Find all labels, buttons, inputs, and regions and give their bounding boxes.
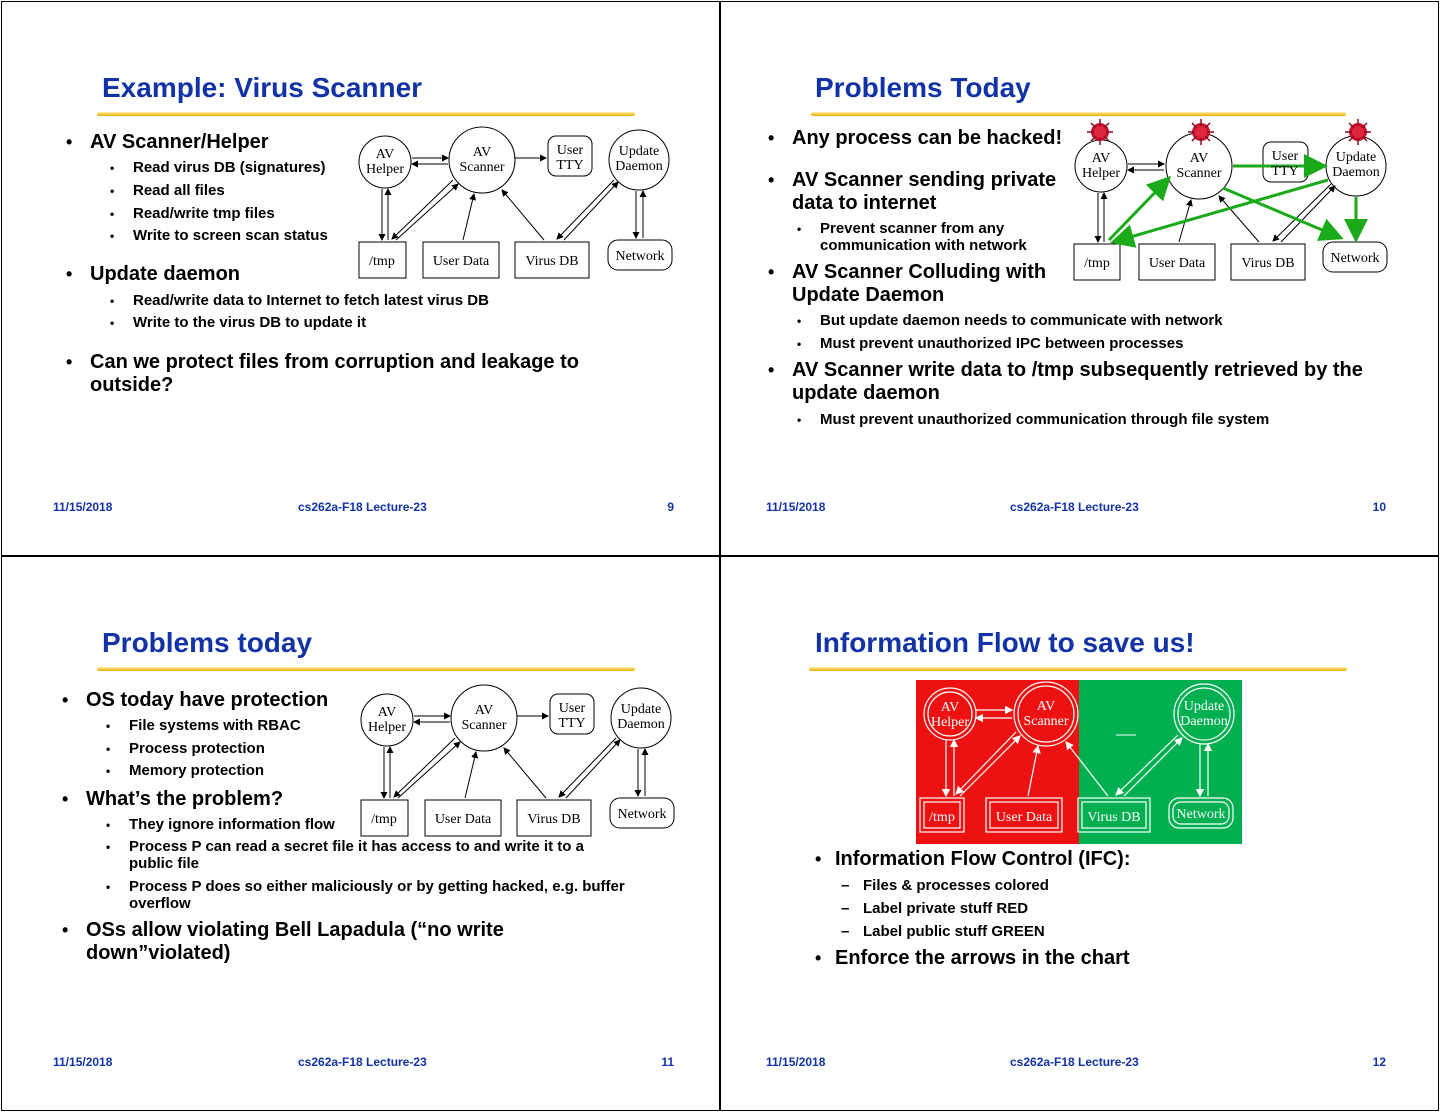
sub-bullet: Write to screen scan status <box>133 227 328 244</box>
sub-bullet: They ignore information flow <box>129 816 335 833</box>
process-diagram <box>354 680 684 840</box>
node-user-tty-line2: TTY <box>558 716 586 731</box>
node-av-scanner-line2: Scanner <box>459 160 505 175</box>
bullet-bell-lapadula: OSs allow violating Bell Lapadula (“no write down”violated) <box>86 919 504 964</box>
footer-page-number: 9 <box>667 500 674 514</box>
sub-bullet: Process P can read a secret file it has access to and write it to a public file <box>129 838 584 872</box>
footer-course: cs262a-F18 Lecture-23 <box>1010 1055 1139 1069</box>
slide-9: Example: Virus Scanner • AV Scanner/Helper • Read virus DB (signatures) • Read all files • Read/write tmp files • Write to screen scan status • Update daemon • Read/write data to Internet to fetch latest virus DB • Write to the virus DB to update it • Can we protect files from corruption and leakage to outside? AV Helper AV Scanner User TTY Update Daemon /tmp User Data Virus DB Network 11/15/2018 cs262a-F18 Lecture-23 9 <box>1 1 720 556</box>
sub-bullet: Write to the virus DB to update it <box>133 314 367 331</box>
footer-page-number: 11 <box>661 1055 674 1069</box>
node-network: Network <box>615 249 665 264</box>
sub-bullet: Process P does so either maliciously or by getting hacked, e.g. buffer overflow <box>129 878 625 912</box>
node-network: Network <box>1176 807 1226 822</box>
process-diagram-attacked <box>1073 116 1403 286</box>
sub-bullet: Files & processes colored <box>863 877 1049 894</box>
node-av-scanner-line2: Scanner <box>461 718 507 733</box>
node-update-daemon-line1: Update <box>618 144 660 159</box>
title-underline <box>97 667 635 671</box>
node-tmp: /tmp <box>369 254 395 269</box>
footer-course: cs262a-F18 Lecture-23 <box>1010 500 1139 514</box>
bullet-av-scanner-helper: AV Scanner/Helper <box>90 131 269 153</box>
bullet-os-protection: OS today have protection <box>86 689 329 711</box>
sub-bullet: File systems with RBAC <box>129 717 301 734</box>
sub-bullet: But update daemon needs to communicate with network <box>820 312 1223 329</box>
node-user-tty-line1: User <box>556 143 584 158</box>
bullet-update-daemon: Update daemon <box>90 263 241 285</box>
footer-page-number: 10 <box>1372 500 1386 514</box>
node-user-tty-line1: User <box>1271 149 1299 164</box>
node-av-helper-line2: Helper <box>365 162 405 177</box>
title-underline <box>97 112 635 116</box>
bullet-ifc: Information Flow Control (IFC): <box>835 848 1131 870</box>
sub-bullet: Must prevent unauthorized communication through file system <box>820 411 1270 428</box>
node-user-data: User Data <box>1148 256 1206 271</box>
node-av-scanner-line1: AV <box>1036 699 1056 714</box>
node-av-helper-line1: AV <box>1091 151 1111 166</box>
node-virus-db: Virus DB <box>1087 810 1141 825</box>
node-av-scanner-line2: Scanner <box>1023 714 1069 729</box>
slide-title: Example: Virus Scanner <box>102 72 423 103</box>
sub-bullet: Must prevent unauthorized IPC between processes <box>820 335 1184 352</box>
bullet-enforce-arrows: Enforce the arrows in the chart <box>835 947 1130 969</box>
node-update-daemon-line1: Update <box>620 702 662 717</box>
node-av-helper-line1: AV <box>940 700 960 715</box>
node-av-scanner-line2: Scanner <box>1176 166 1222 181</box>
node-av-helper-line2: Helper <box>1081 166 1121 181</box>
sub-bullet: Prevent scanner from any communication with network <box>820 220 1027 254</box>
node-update-daemon-line2: Daemon <box>1332 165 1380 180</box>
node-virus-db: Virus DB <box>525 254 579 269</box>
footer-page-number: 12 <box>1372 1055 1386 1069</box>
node-user-data: User Data <box>434 812 492 827</box>
node-av-scanner-line1: AV <box>472 145 492 160</box>
sub-bullet: Read/write tmp files <box>133 205 275 222</box>
node-network: Network <box>1330 251 1380 266</box>
node-user-tty-line2: TTY <box>556 158 584 173</box>
sub-bullet: Read/write data to Internet to fetch latest virus DB <box>133 292 489 309</box>
node-av-helper-line1: AV <box>377 705 397 720</box>
node-av-scanner-line1: AV <box>1189 151 1209 166</box>
bullet-protect-files: Can we protect files from corruption and leakage to outside? <box>90 351 579 396</box>
sub-bullet: Label private stuff RED <box>863 900 1029 917</box>
sub-bullet: Process protection <box>129 740 265 757</box>
node-user-data: User Data <box>432 254 490 269</box>
bullet-any-process-hacked: Any process can be hacked! <box>792 127 1063 149</box>
process-diagram <box>352 122 682 282</box>
footer-course: cs262a-F18 Lecture-23 <box>298 500 427 514</box>
node-user-data: User Data <box>995 810 1053 825</box>
slide-10: Problems Today • Any process can be hacked! • AV Scanner sending private data to internet • Prevent scanner from any communication with network • AV Scanner Colluding with Update Daemon • But update daemon needs to communicate with network • Must prevent unauthorized IPC between processes • AV Scanner write data to /tmp subsequently retrieved by the update daemon • Must prevent unauthorized communication through file system AV Helper AV Scanner User TTY Update Daemon /tmp User Data Virus DB Network 11/15/2018 cs262a-F18 Lecture-23 10 <box>720 1 1439 556</box>
footer-date: 11/15/2018 <box>53 500 113 514</box>
bullet-scanner-sending-private: AV Scanner sending private data to internet <box>792 169 1057 214</box>
node-av-helper-line1: AV <box>375 147 395 162</box>
node-tmp: /tmp <box>371 812 397 827</box>
footer-course: cs262a-F18 Lecture-23 <box>298 1055 427 1069</box>
node-update-daemon-line1: Update <box>1335 150 1377 165</box>
slide-12: Information Flow to save us! AV Helper AV Scanner Update Daemon /tmp User Data Virus DB Network • Information Flow Control (IFC): – Files & processes colored – Label private stuff RED – Label public stuff GREEN • Enforce the arrows in the chart 11/15/2018 cs262a-F18 Lecture-23 12 <box>720 556 1439 1111</box>
node-user-tty-line2: TTY <box>1271 164 1299 179</box>
footer-date: 11/15/2018 <box>766 1055 826 1069</box>
node-tmp: /tmp <box>1084 256 1110 271</box>
sub-bullet: Read all files <box>133 182 225 199</box>
node-virus-db: Virus DB <box>1241 256 1295 271</box>
sub-bullet: Memory protection <box>129 762 265 779</box>
node-av-helper-line2: Helper <box>367 720 407 735</box>
node-av-helper-line2: Helper <box>930 715 970 730</box>
sub-bullet: Read virus DB (signatures) <box>133 159 326 176</box>
node-network: Network <box>617 807 667 822</box>
node-virus-db: Virus DB <box>527 812 581 827</box>
bullet-scanner-colluding: AV Scanner Colluding with Update Daemon <box>792 261 1047 306</box>
node-update-daemon-line2: Daemon <box>617 717 665 732</box>
title-underline <box>809 667 1347 671</box>
node-user-tty-line1: User <box>558 701 586 716</box>
node-tmp: /tmp <box>929 810 955 825</box>
footer-date: 11/15/2018 <box>53 1055 113 1069</box>
slide-title: Problems Today <box>815 72 1031 103</box>
node-update-daemon-line2: Daemon <box>1180 714 1228 729</box>
footer-date: 11/15/2018 <box>766 500 826 514</box>
ifc-colored-diagram <box>916 680 1242 844</box>
sub-bullet: Label public stuff GREEN <box>863 923 1045 940</box>
slide-title: Information Flow to save us! <box>815 627 1195 658</box>
slide-title: Problems today <box>102 627 313 658</box>
slide-11: Problems today • OS today have protection • File systems with RBAC • Process protection • Memory protection • What’s the problem? • They ignore information flow • Process P can read a secret file it has access to and write it to a public file • Process P does so either maliciously or by getting hacked, e.g. buffer overflow • OSs allow violating Bell Lapadula (“no write down”violated) AV Helper AV Scanner User TTY Update Daemon /tmp User Data Virus DB Network 11/15/2018 cs262a-F18 Lecture-23 11 <box>1 556 720 1111</box>
node-update-daemon-line2: Daemon <box>615 159 663 174</box>
node-update-daemon-line1: Update <box>1183 699 1225 714</box>
node-av-scanner-line1: AV <box>474 703 494 718</box>
bullet-scanner-write-tmp: AV Scanner write data to /tmp subsequently retrieved by the update daemon <box>792 359 1363 404</box>
bullet-whats-the-problem: What’s the problem? <box>86 788 284 810</box>
